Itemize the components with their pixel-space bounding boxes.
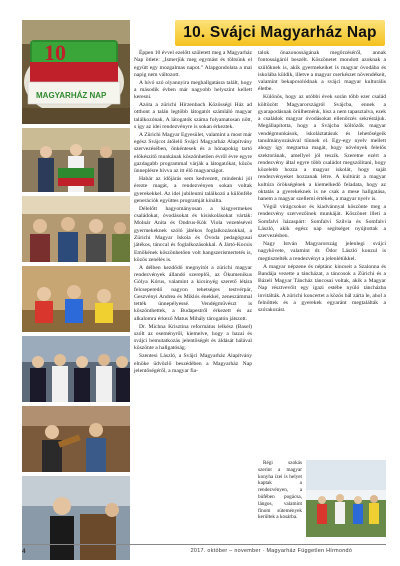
paragraph: A délben kezdődő megnyitót a zürichi magyar rendezvények állandó szereplői, az Ökumenikus Gólya Kórus, valamint a kicsinyég szerető létára felcseperedő nagyon tehetséges testvérpár, Geszvényi Andrea és Miklós énekkel, zeneszámmal tették ünnepélyessé. Vendégművészt is köszönthettek, a Budapestről érkezett és az alkalomra érkező Matus Mihály tárogatón játszott. — [134, 264, 252, 322]
paragraph: Habár az időjárás sem kedvezett, mindenki jól érezte magát, a rendezvényen sokan voltak gyerekekkel. Az idei jubileumi találkozó a különféle generációk együttes programját kínálta. — [134, 176, 252, 204]
article-title: 10. Svájci Magyarház Nap — [183, 24, 377, 41]
choir-photo — [22, 336, 130, 402]
group-photo-cake — [22, 128, 130, 192]
audience-photo — [22, 196, 130, 262]
children-photo — [22, 266, 130, 332]
paragraph: Éppen 10 évvel ezelőtt született meg a Magyarház Nap ötlete: „Ismerjük meg egymást és töltsünk el együtt egy mozgalmas napot.” Alapgondolata a mai napig nem változott. — [134, 50, 252, 78]
paragraph: A magyar népzene és néptánc kincseit a Szalonna és Bandája vezette a táncházat, a táncosok a Zürichi és a Bázeli Magyar Táncház táncosai voltak, akik a Magyar Nap résztvevőit egy igazi estébe nyúló táncházba invitálták. A zürichi koncertet a közös bál zárta le, ahol a felnőttek és a gyerekek egyaránt megtalálták a szórakozást. — [258, 263, 386, 314]
dance-photo — [306, 460, 386, 537]
article-title-bar — [175, 20, 385, 46]
paragraph: Délelőtt hagyományosan a kisgyermekes családokat, óvodásokat és kisiskolásokat várták: Molnár Anita és Ondrus-Kók Viola vezetésével gyermekeknek szóló játékos foglalkozásokkal, a Zürichi Magyar Iskola és Óvoda pedagógusai játékos, tánccal és foglalkozásokkal. A Jártó-Kocsis Emőkének köszönhetően volt hangszerismertetés is, közös zenélés is. — [134, 205, 252, 263]
article-column-left — [134, 50, 252, 376]
cake-photo — [22, 20, 130, 124]
paragraph: talok önazonosságának megőrzéséről, annak fontosságáról beszélt. Köszönetet mondott azoknak a szülőknek is, akik gyermekeiket is magyar óvodába és iskolába küldik, illetve a magyar cserkészet növendékeit, valamint bekapcsolódnak a svájci magyar kulturális életbe. — [258, 50, 386, 93]
paragraph: A hívó szó olyannyira meghallgatásra talált, hogy a második évben már nagyobb helyszínt kellett keresni. — [134, 79, 252, 101]
paragraph: Azóta a zürichi Hirzenbach Közösségi Ház ad otthont a talán legtöbb látogatót számláló magyar találkozónak. A látogatók száma folyamatosan nőtt, s így az idei rendezvényre is sokan érkeztek. — [134, 102, 252, 130]
musicians-photo — [22, 406, 130, 472]
footer-rule — [22, 544, 386, 545]
cake-image — [22, 20, 130, 124]
paragraph: Szentesi László, a Svájci Magyarház Alapítvány elnöke üdvözlő beszédében a Magyarház Nap jelentőségéről, a magyar fia- — [134, 353, 252, 374]
paragraph: A Zürichi Magyar Egyesület, valamint a most már egész Svájcot átölelő Svájci Magyarház Alapítvány szervezésében, önkéntesek és a hónapokig tartó előkészítő munkának köszönhetően évről évre egyre gazdagabb programmal várják a látogatókat, közös ünneplésre hívva az itt élő magyarságot. — [134, 131, 252, 175]
issue-info: 2017. október – november · Magyarház Független Hírmondó — [190, 548, 353, 554]
paragraph: Régi szokás szerint a magyar konyha ízei is helyet kaptak a rendezvényen, a büfében pogácsa, lángos, valamint finom sütemények kerültek a kosárba. — [258, 460, 302, 521]
article-column-right — [258, 50, 386, 315]
paragraph: Különös, hogy az utóbbi évek során több ezer család költözött Magyarországról Svájcba, ennek a gyarapodásnak örülhetnénk, hisz a nem tapasztalva, ezek a családok magyar óvodásokat ellenőrzés sekréstájuk. Megállapította, hogy a Svájcba költözők magyar vendégmunkások, iskoláztatásuk és lehetőségeik tanulmányozásával tűnnek el. Egy-egy nyelv mellett ahogy így megtartsa magát, hogy növények felelős szektorának, amellyel jól teszik. Szeretne ezért a rendezvény által egyre több családot megszólítani, hogy közelebb hozza a magyar iskolát, hogy saját rendezvényeket hozzanak létre. A kultúrát a magyar kultúra örökségének a kiemelkedő feladata, hogy az oktatás a gyerekeknek is ne csak a mese hallgatása, hanem a magyar szellemi értékek, a magyar nyelv is. — [258, 94, 386, 203]
paragraph: Nagy István Magyarország jelenlegi svájci nagykövete, valamint dr. Ódor László konzul is megtisztelték a rendezvényt a jelenlétükkel. — [258, 241, 386, 262]
article-column-right-bottom — [258, 460, 302, 522]
paragraph: Dr. Michna Krisztina református lelkész (Basel) szólt az eseményről, kiemelve, hogy a hazai és svájci bemutatkozás jelentőségét és áldását hálával köszönte a hallgatóság. — [134, 323, 252, 352]
page-footer — [22, 546, 386, 556]
paragraph: Végül virágcsokor és kiadvánnyal köszönte meg a rendezvény szervezőinek munkáját. Köszönet illeti a Somfalvi házaspárt: Somfalvi Szilvia és Somfalvi László, akik egész nap segítséget nyújtottak a szervezésben. — [258, 204, 386, 240]
cake-text: MAGYARHÁZ NAP — [36, 91, 107, 100]
page-number: 4 — [22, 547, 26, 555]
svg-text:10: 10 — [44, 40, 66, 65]
